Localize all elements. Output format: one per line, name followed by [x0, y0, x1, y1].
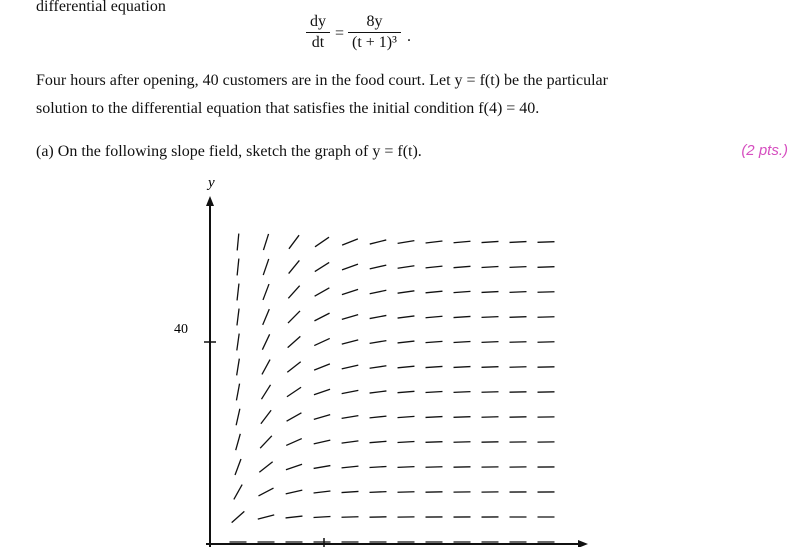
rhs-denominator: (t + 1)³: [352, 34, 397, 51]
slope-segment: [314, 313, 329, 321]
slope-segment: [538, 242, 555, 243]
slope-segment: [237, 334, 239, 351]
slope-segment: [342, 365, 359, 369]
slope-segment: [370, 290, 387, 293]
paragraph-line-2: solution to the differential equation that satisfies the initial condition f(4) = 40.: [36, 100, 540, 117]
points-value: (2 pts.): [741, 142, 788, 159]
lhs-denominator: dt: [311, 34, 325, 51]
slope-segment: [482, 392, 499, 393]
slope-segment: [236, 434, 241, 450]
slope-segment: [288, 336, 301, 347]
paragraph-line-1: Four hours after opening, 40 customers are in the food court. Let y = f(t) be the particular: [36, 72, 608, 89]
equation-equals: =: [335, 25, 345, 42]
slope-segment: [370, 416, 387, 418]
slope-segment: [426, 442, 443, 443]
slope-segment: [314, 517, 331, 518]
y-tick-label-40: 40: [174, 322, 188, 337]
slope-segment: [314, 440, 331, 444]
header-fragment: differential equation: [36, 0, 166, 15]
slope-segment: [258, 488, 273, 496]
slope-segment: [370, 315, 387, 318]
slope-segment: [370, 265, 387, 269]
slope-segment: [426, 266, 443, 268]
slope-segment: [262, 334, 269, 349]
slope-segment: [454, 342, 471, 343]
slope-segment: [454, 367, 471, 368]
slope-segment: [315, 262, 329, 271]
slope-segment: [342, 390, 359, 393]
slope-segment: [314, 389, 330, 395]
slope-segment: [398, 366, 415, 368]
slope-segment: [289, 260, 300, 273]
slope-segment: [538, 267, 555, 268]
slope-segment: [342, 289, 358, 294]
slope-segment: [482, 367, 499, 368]
slope-segment: [263, 259, 269, 275]
slope-segment: [370, 391, 387, 393]
slope-segment: [454, 266, 471, 267]
slope-segment: [342, 517, 359, 518]
slope-segment: [263, 284, 269, 300]
slope-segment: [289, 235, 299, 249]
slope-segment: [315, 237, 329, 247]
slope-segment: [426, 392, 443, 393]
slope-segment: [261, 385, 270, 399]
slope-segment: [538, 292, 555, 293]
slope-segment: [398, 442, 415, 443]
slope-segment: [398, 316, 415, 318]
slope-segment: [237, 309, 239, 326]
slope-segment: [398, 291, 415, 293]
slope-segment: [454, 316, 471, 317]
slope-segment: [314, 415, 330, 420]
slope-segment: [342, 315, 358, 320]
slope-segment: [426, 291, 443, 293]
slope-segment: [398, 467, 415, 468]
rhs-numerator: 8y: [366, 13, 383, 30]
part-a-prompt: (a) On the following slope field, sketch the graph of y = f(t).: [36, 143, 422, 160]
slope-segment: [370, 366, 387, 368]
slope-segment: [314, 338, 329, 345]
slope-segment: [482, 241, 499, 242]
slope-segment: [342, 340, 358, 344]
slope-segment: [236, 384, 239, 401]
slope-segment: [288, 286, 299, 299]
slope-segment: [510, 342, 527, 343]
y-axis-arrowhead: [206, 196, 214, 206]
slope-segment: [286, 439, 302, 446]
slope-segment: [287, 413, 302, 421]
lhs-numerator: dy: [310, 13, 326, 30]
slope-segment: [286, 490, 303, 494]
slope-segment: [482, 317, 499, 318]
slope-segment: [288, 311, 300, 323]
slope-segment: [454, 291, 471, 292]
slope-segment: [342, 239, 358, 245]
slope-segment: [426, 241, 443, 243]
slope-segment: [237, 359, 240, 376]
slope-segment: [370, 492, 387, 493]
slope-segment: [510, 242, 527, 243]
slope-segment: [370, 341, 387, 344]
slope-segment: [370, 441, 387, 442]
slope-segment: [510, 292, 527, 293]
slope-segment: [398, 266, 415, 269]
slope-segment: [342, 491, 359, 492]
slope-segment: [232, 511, 245, 522]
slope-segment: [398, 416, 415, 417]
slope-segment: [454, 241, 471, 242]
slope-segment: [426, 316, 443, 317]
slope-segment: [342, 416, 359, 419]
x-axis-arrowhead: [578, 540, 588, 547]
slope-segments: [230, 234, 555, 542]
slope-segment: [426, 417, 443, 418]
slope-segment: [263, 234, 268, 250]
slope-segment: [287, 362, 300, 372]
slope-segment: [287, 387, 301, 396]
slope-segment: [263, 309, 270, 325]
slope-segment: [314, 466, 331, 469]
slope-segment: [235, 459, 241, 475]
slope-segment: [237, 234, 239, 251]
slope-segment: [482, 266, 499, 267]
slope-segment: [286, 516, 303, 518]
slope-segment: [259, 462, 272, 473]
slope-segment: [454, 392, 471, 393]
slope-segment: [426, 366, 443, 367]
slope-segment: [342, 264, 358, 270]
slope-segment: [258, 515, 274, 519]
slope-segment: [398, 341, 415, 343]
slope-segment: [237, 284, 239, 301]
slope-segment: [262, 360, 270, 375]
slope-segment: [370, 466, 387, 467]
slope-segment: [314, 491, 331, 493]
slope-segment: [286, 464, 302, 469]
slope-segment: [482, 292, 499, 293]
slope-segment: [315, 288, 330, 296]
slope-segment: [236, 409, 240, 426]
slope-segment: [482, 342, 499, 343]
slope-segment: [454, 417, 471, 418]
slope-segment: [342, 466, 359, 468]
slope-segment: [510, 317, 527, 318]
slope-segment: [426, 341, 443, 342]
equation-period: .: [407, 28, 411, 45]
slope-segment: [260, 436, 272, 448]
slope-segment: [398, 241, 415, 244]
slope-segment: [342, 441, 359, 443]
slope-segment: [398, 391, 415, 392]
slope-segment: [234, 485, 242, 500]
slope-segment: [510, 267, 527, 268]
slope-segment: [314, 364, 330, 370]
slope-segment: [370, 240, 386, 244]
slope-segment: [261, 410, 271, 424]
slope-segment: [237, 259, 239, 276]
y-axis-label: y: [208, 175, 215, 191]
